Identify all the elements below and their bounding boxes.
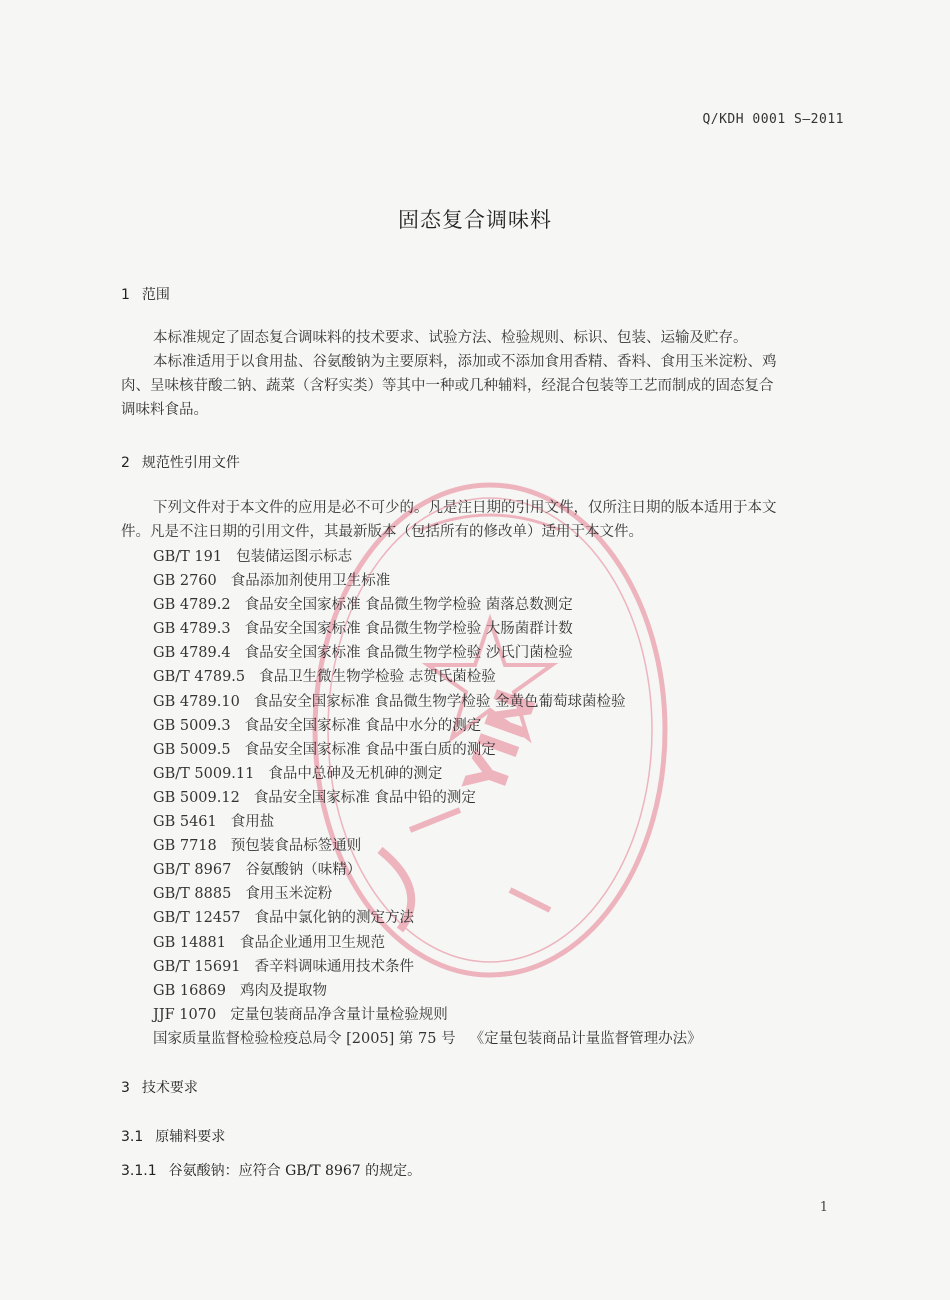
reference-item: [153, 714, 702, 738]
reference-code: GB 5009.3: [153, 717, 231, 734]
reference-item: [153, 1003, 702, 1027]
scope-paragraphs: [121, 326, 849, 422]
reference-list: [153, 545, 702, 1051]
reference-code: JJF 1070: [153, 1006, 217, 1023]
reference-code: GB 4789.10: [153, 693, 240, 710]
reference-code: GB 2760: [153, 573, 217, 590]
section-number: 3.1: [121, 1129, 144, 1145]
reference-code: GB 7718: [153, 838, 217, 855]
reference-code: GB/T 15691: [153, 958, 241, 975]
reference-code: GB/T 191: [153, 549, 223, 565]
document-code: Q/KDH 0001 S—2011: [702, 112, 844, 127]
reference-name: 食品安全国家标准 食品中水分的测定: [244, 717, 482, 734]
reference-name: 食品企业通用卫生规范: [239, 934, 385, 951]
reference-name: 食品卫生微生物学检验 志贺氏菌检验: [259, 669, 496, 686]
reference-code: GB/T 12457: [153, 910, 241, 927]
clause-number: 3.1.1: [121, 1163, 157, 1179]
scope-p2-line2: 肉、呈味核苷酸二钠、蔬菜（含籽实类）等其中一种或几种辅料，经混合包装等工艺而制成的固态复合: [121, 378, 774, 394]
scope-p2-line3: 调味料食品。: [121, 402, 208, 418]
reference-name: 食品中总砷及无机砷的测定: [268, 765, 443, 782]
reference-item: [153, 979, 702, 1003]
reference-code: GB/T 4789.5: [153, 669, 246, 686]
reference-item: [153, 738, 702, 762]
reference-code: GB 14881: [153, 934, 226, 951]
reference-name: 《定量包装商品计量监督管理办法》: [469, 1030, 702, 1047]
reference-name: 食品安全国家标准 食品微生物学检验 金黄色葡萄球菌检验: [253, 693, 626, 710]
page-title: 固态复合调味料: [398, 208, 552, 232]
section-number: 2: [121, 455, 130, 471]
section-number: 1: [121, 287, 130, 303]
reference-name: 食用玉米淀粉: [245, 886, 333, 903]
reference-name: 定量包装商品净含量计量检验规则: [230, 1006, 448, 1023]
normative-intro: [121, 496, 849, 544]
reference-item: [153, 569, 702, 593]
section-heading-scope: [121, 284, 170, 304]
page-number: 1: [819, 1200, 828, 1215]
reference-item: [153, 641, 702, 665]
reference-item: [153, 906, 702, 930]
section-title: 技术要求: [141, 1080, 198, 1096]
normative-intro-line2: 件。凡是不注日期的引用文件，其最新版本（包括所有的修改单）适用于本文件。: [121, 524, 643, 540]
section-title: 规范性引用文件: [141, 455, 240, 471]
reference-code: 国家质量监督检验检疫总局令 [2005] 第 75 号: [153, 1030, 456, 1047]
reference-item: [153, 617, 702, 641]
reference-code: GB 4789.2: [153, 597, 231, 614]
reference-item: [153, 762, 702, 786]
reference-item: [153, 882, 702, 906]
section-title: 原辅料要求: [155, 1129, 226, 1145]
reference-item: [153, 545, 702, 569]
reference-name: 预包装食品标签通则: [230, 838, 362, 855]
reference-name: 食品中氯化钠的测定方法: [254, 910, 415, 927]
scope-p1: 本标准规定了固态复合调味料的技术要求、试验方法、检验规则、标识、包装、运输及贮存。: [153, 330, 748, 346]
reference-name: 香辛料调味通用技术条件: [254, 958, 415, 975]
clause-msg: [121, 1160, 421, 1180]
reference-code: GB 5009.12: [153, 789, 240, 806]
reference-name: 食品安全国家标准 食品中铅的测定: [253, 789, 476, 806]
seal-lettering: YIN: [452, 680, 551, 805]
reference-name: 包装储运图示标志: [236, 549, 353, 565]
reference-code: GB 16869: [153, 982, 226, 999]
reference-name: 食品添加剂使用卫生标准: [230, 573, 391, 590]
reference-item: [153, 810, 702, 834]
section-heading-normative: [121, 452, 240, 472]
reference-code: GB/T 8885: [153, 886, 232, 903]
reference-code: GB/T 5009.11: [153, 765, 255, 782]
reference-item: [153, 955, 702, 979]
subsection-heading-materials: [121, 1126, 225, 1146]
reference-name: 食用盐: [230, 814, 275, 831]
reference-name: 鸡肉及提取物: [239, 982, 327, 999]
reference-name: 食品安全国家标准 食品微生物学检验 大肠菌群计数: [244, 621, 573, 638]
section-title: 范围: [141, 287, 170, 303]
normative-intro-line1: 下列文件对于本文件的应用是必不可少的。凡是注日期的引用文件，仅所注日期的版本适用于本文: [153, 500, 777, 516]
section-heading-requirements: [121, 1077, 198, 1097]
reference-item: [153, 858, 702, 882]
reference-item: [153, 665, 702, 689]
reference-name: 食品安全国家标准 食品微生物学检验 沙氏门菌检验: [244, 645, 573, 662]
reference-item: [153, 593, 702, 617]
reference-name: 食品安全国家标准 食品微生物学检验 菌落总数测定: [244, 597, 573, 614]
reference-item: [153, 931, 702, 955]
reference-name: 谷氨酸钠（味精）: [245, 862, 362, 879]
section-number: 3: [121, 1080, 130, 1096]
reference-item: [153, 690, 702, 714]
reference-code: GB 5461: [153, 814, 217, 831]
reference-code: GB 4789.3: [153, 621, 231, 638]
scope-p2-line1: 本标准适用于以食用盐、谷氨酸钠为主要原料，添加或不添加食用香精、香料、食用玉米淀粉、鸡: [153, 354, 777, 370]
reference-item: [153, 834, 702, 858]
reference-code: GB 4789.4: [153, 645, 231, 662]
reference-item: [153, 1027, 702, 1051]
clause-text: 谷氨酸钠：应符合 GB/T 8967 的规定。: [168, 1163, 422, 1179]
reference-code: GB/T 8967: [153, 862, 232, 879]
reference-code: GB 5009.5: [153, 741, 231, 758]
reference-item: [153, 786, 702, 810]
reference-name: 食品安全国家标准 食品中蛋白质的测定: [244, 741, 496, 758]
